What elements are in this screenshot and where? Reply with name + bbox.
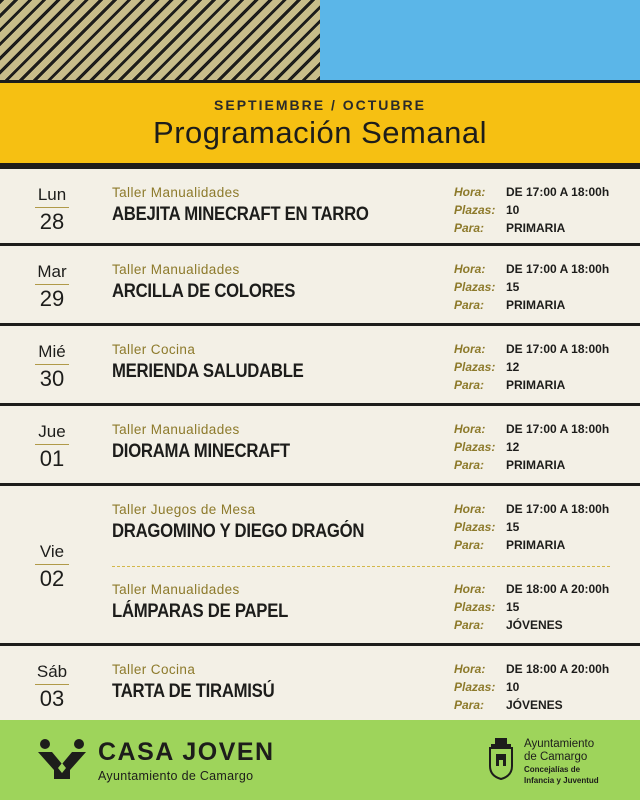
- detail-para: [454, 296, 634, 314]
- blue-block: [320, 0, 640, 80]
- event-name: ABEJITA MINECRAFT EN TARRO: [112, 204, 369, 225]
- detail-hora: [454, 420, 634, 438]
- day-date: 01: [39, 446, 65, 471]
- event: [112, 422, 432, 463]
- detail-para: [454, 536, 634, 554]
- detail-value: 12: [506, 360, 520, 374]
- detail-value: 15: [506, 600, 520, 614]
- detail-label: Hora:: [454, 262, 486, 276]
- top-decoration: [0, 0, 640, 80]
- detail-value: DE 17:00 A 18:00h: [506, 502, 610, 516]
- detail-value: 12: [506, 440, 520, 454]
- detail-label: Hora:: [454, 662, 486, 676]
- casa-joven-logo-icon: [36, 738, 88, 780]
- detail-label: Hora:: [454, 342, 486, 356]
- page-title: Programación Semanal: [153, 115, 487, 150]
- detail-value: DE 17:00 A 18:00h: [506, 262, 610, 276]
- detail-label: Plazas:: [454, 600, 496, 614]
- event-category: Taller Manualidades: [112, 185, 240, 200]
- day-date: 30: [39, 366, 65, 391]
- event-details: [454, 260, 634, 314]
- detail-hora: [454, 340, 634, 358]
- detail-value: PRIMARIA: [506, 538, 566, 552]
- day-date: 03: [39, 686, 65, 711]
- detail-label: Plazas:: [454, 520, 496, 534]
- day-row: [0, 246, 640, 326]
- detail-label: Hora:: [454, 422, 486, 436]
- detail-label: Plazas:: [454, 360, 496, 374]
- detail-value: 15: [506, 520, 520, 534]
- event-details: [454, 500, 634, 554]
- day-row: [0, 646, 640, 726]
- brand-name: CASA JOVEN: [98, 738, 275, 766]
- day-of-week: Sáb: [35, 662, 69, 685]
- event-details: [454, 660, 634, 714]
- event-name: ARCILLA DE COLORES: [112, 281, 296, 302]
- header-banner: [0, 80, 640, 166]
- day-date: 02: [39, 566, 65, 591]
- event-name: TARTA DE TIRAMISÚ: [112, 681, 275, 702]
- brand-subtitle: Ayuntamiento de Camargo: [98, 769, 254, 783]
- detail-value: PRIMARIA: [506, 221, 566, 235]
- event-category: Taller Manualidades: [112, 422, 240, 437]
- detail-label: Para:: [454, 538, 485, 552]
- day-row: [0, 166, 640, 246]
- event-details: [454, 340, 634, 394]
- event-category: Taller Cocina: [112, 662, 196, 677]
- detail-value: PRIMARIA: [506, 298, 566, 312]
- detail-label: Plazas:: [454, 680, 496, 694]
- detail-para: [454, 376, 634, 394]
- detail-hora: [454, 660, 634, 678]
- detail-plazas: [454, 278, 634, 296]
- day-label: [20, 422, 84, 472]
- detail-label: Para:: [454, 458, 485, 472]
- detail-value: 10: [506, 680, 520, 694]
- detail-value: DE 18:00 A 20:00h: [506, 662, 610, 676]
- schedule-list: [0, 166, 640, 726]
- day-of-week: Lun: [35, 185, 69, 208]
- day-of-week: Mié: [35, 342, 69, 365]
- ayto-line-4: Infancia y Juventud: [524, 776, 599, 785]
- event: [112, 662, 432, 703]
- event-name: DRAGOMINO Y DIEGO DRAGÓN: [112, 521, 365, 542]
- detail-label: Plazas:: [454, 440, 496, 454]
- detail-para: [454, 456, 634, 474]
- day-row: [0, 406, 640, 486]
- detail-label: Para:: [454, 298, 485, 312]
- detail-plazas: [454, 201, 634, 219]
- detail-value: PRIMARIA: [506, 378, 566, 392]
- detail-value: JÓVENES: [506, 698, 563, 712]
- day-label: [20, 662, 84, 712]
- event-name: LÁMPARAS DE PAPEL: [112, 601, 289, 622]
- ayto-line-2: de Camargo: [524, 751, 588, 763]
- event: [112, 502, 432, 543]
- detail-plazas: [454, 438, 634, 456]
- detail-value: DE 17:00 A 18:00h: [506, 422, 610, 436]
- event: [112, 582, 432, 623]
- detail-plazas: [454, 358, 634, 376]
- ayto-line-3: Concejalías de: [524, 765, 581, 774]
- detail-value: DE 18:00 A 20:00h: [506, 582, 610, 596]
- detail-hora: [454, 260, 634, 278]
- hatched-pattern: [0, 0, 320, 80]
- event-name: DIORAMA MINECRAFT: [112, 441, 290, 462]
- detail-value: JÓVENES: [506, 618, 563, 632]
- event: [112, 185, 432, 226]
- day-date: 28: [39, 209, 65, 234]
- day-label: [20, 262, 84, 312]
- detail-label: Plazas:: [454, 280, 496, 294]
- event: [112, 262, 432, 303]
- event-details: [454, 183, 634, 237]
- detail-para: [454, 219, 634, 237]
- detail-label: Hora:: [454, 582, 486, 596]
- detail-plazas: [454, 598, 634, 616]
- ayto-line-1: Ayuntamiento: [524, 738, 595, 750]
- detail-label: Hora:: [454, 185, 486, 199]
- detail-label: Para:: [454, 378, 485, 392]
- event-category: Taller Juegos de Mesa: [112, 502, 256, 517]
- event: [112, 342, 432, 383]
- day-of-week: Jue: [35, 422, 69, 445]
- detail-label: Para:: [454, 618, 485, 632]
- event-category: Taller Cocina: [112, 342, 196, 357]
- event-details: [454, 580, 634, 634]
- event-name: MERIENDA SALUDABLE: [112, 361, 304, 382]
- detail-label: Para:: [454, 698, 485, 712]
- day-of-week: Vie: [35, 542, 69, 565]
- detail-para: [454, 616, 634, 634]
- municipal-crest-icon: [486, 738, 516, 780]
- day-date: 29: [39, 286, 65, 311]
- day-row: [0, 326, 640, 406]
- detail-hora: [454, 183, 634, 201]
- detail-plazas: [454, 518, 634, 536]
- day-label: [20, 342, 84, 392]
- detail-para: [454, 696, 634, 714]
- detail-hora: [454, 500, 634, 518]
- day-row: [0, 486, 640, 646]
- detail-plazas: [454, 678, 634, 696]
- event-divider: [112, 566, 610, 567]
- detail-label: Hora:: [454, 502, 486, 516]
- header-subtitle: SEPTIEMBRE / OCTUBRE: [214, 97, 426, 113]
- day-label: [20, 542, 84, 592]
- event-details: [454, 420, 634, 474]
- casa-joven-logo-text: [98, 738, 275, 783]
- detail-value: DE 17:00 A 18:00h: [506, 342, 610, 356]
- detail-hora: [454, 580, 634, 598]
- detail-value: 15: [506, 280, 520, 294]
- event-category: Taller Manualidades: [112, 582, 240, 597]
- day-label: [20, 185, 84, 235]
- event-category: Taller Manualidades: [112, 262, 240, 277]
- day-of-week: Mar: [35, 262, 69, 285]
- detail-value: 10: [506, 203, 520, 217]
- detail-label: Plazas:: [454, 203, 496, 217]
- detail-value: PRIMARIA: [506, 458, 566, 472]
- ayuntamiento-logo: [524, 738, 599, 786]
- detail-value: DE 17:00 A 18:00h: [506, 185, 610, 199]
- detail-label: Para:: [454, 221, 485, 235]
